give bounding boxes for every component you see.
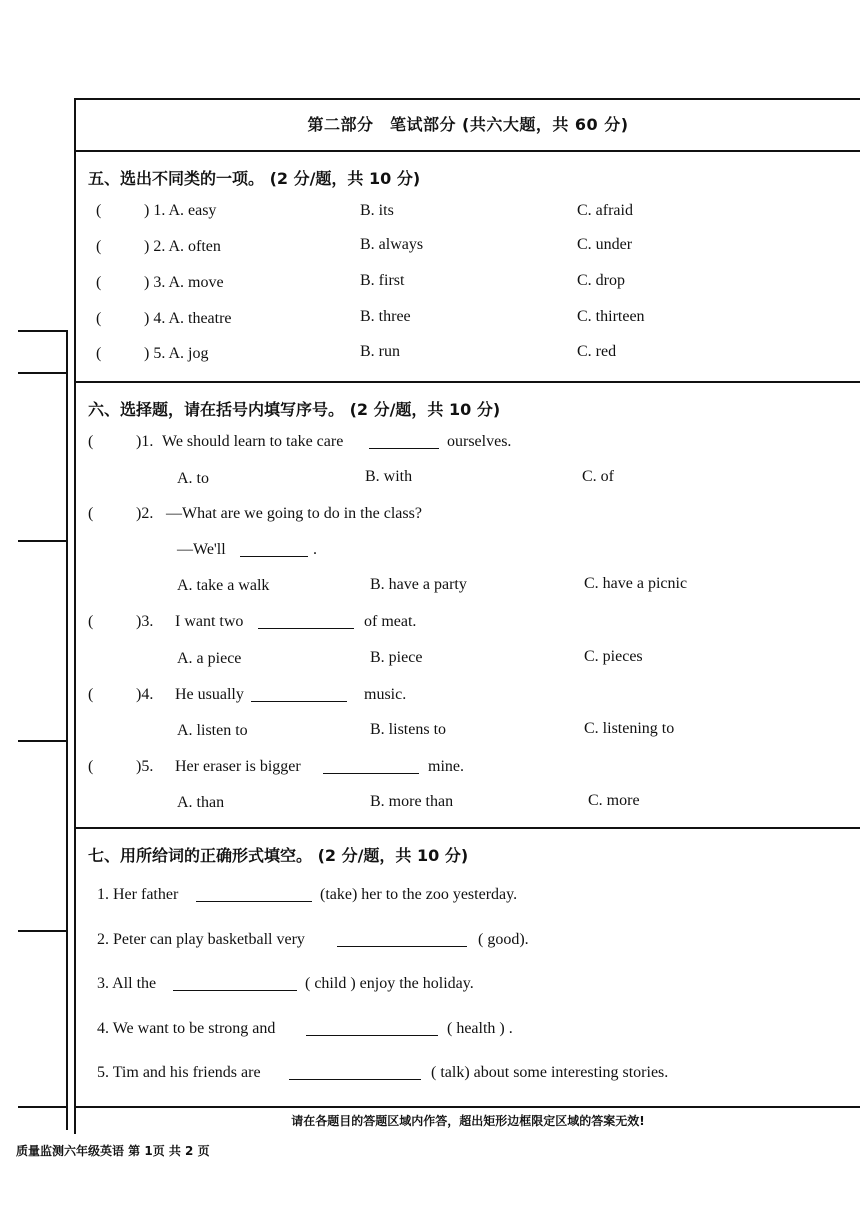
answer-paren: ( — [88, 686, 94, 703]
section-5-title: 五、选出不同类的一项。 (2 分/题，共 10 分) — [88, 169, 421, 188]
answer-blank[interactable] — [173, 976, 297, 991]
divider-line — [74, 150, 860, 152]
question-option-b: B. three — [360, 308, 411, 325]
question-stem: I want two — [175, 613, 244, 630]
option-a: A. to — [177, 470, 209, 487]
question-stem: Her eraser is bigger — [175, 758, 301, 775]
fill-question-hint: ( child ) enjoy the holiday. — [305, 975, 474, 992]
question-stem-end: mine. — [428, 758, 464, 775]
question-stem: He usually — [175, 686, 244, 703]
option-b: B. have a party — [370, 576, 467, 593]
fill-question-text: 5. Tim and his friends are — [97, 1064, 261, 1081]
question-option-a: ) 4. A. theatre — [144, 310, 232, 327]
question-stem-end: music. — [364, 686, 407, 703]
fill-question-hint: ( health ) . — [447, 1020, 513, 1037]
question-option-a: ) 1. A. easy — [144, 202, 217, 219]
question-option-b: B. always — [360, 236, 424, 253]
question-stem-end: . — [313, 541, 317, 558]
answer-blank[interactable] — [306, 1021, 438, 1036]
option-a: A. than — [177, 794, 225, 811]
question-number: )2. — [136, 505, 154, 522]
question-stem-end: of meat. — [364, 613, 417, 630]
option-c: C. pieces — [584, 648, 643, 665]
fill-question-hint: (take) her to the zoo yesterday. — [320, 886, 518, 903]
answer-paren: ( — [88, 505, 94, 522]
answer-blank[interactable] — [251, 687, 347, 702]
question-option-c: C. red — [577, 343, 617, 360]
question-option-a: ) 5. A. jog — [144, 345, 209, 362]
answer-paren: ( — [96, 238, 102, 255]
fill-question-text: 3. All the — [97, 975, 157, 992]
binding-line — [66, 330, 68, 1130]
question-stem: —We'll — [177, 541, 226, 558]
answer-blank[interactable] — [323, 759, 419, 774]
question-stem: We should learn to take care — [162, 433, 344, 450]
binding-mark — [18, 740, 68, 742]
part-title: 第二部分 笔试部分 (共六大题，共 60 分) — [307, 115, 629, 134]
fill-question-text: 1. Her father — [97, 886, 179, 903]
page-footer: 质量监测六年级英语 第 1页 共 2 页 — [16, 1144, 210, 1158]
question-option-c: C. afraid — [577, 202, 633, 219]
divider-line — [74, 381, 860, 383]
option-c: C. listening to — [584, 720, 675, 737]
question-option-c: C. under — [577, 236, 633, 253]
section-7-title: 七、用所给词的正确形式填空。 (2 分/题，共 10 分) — [88, 846, 469, 865]
answer-blank[interactable] — [369, 434, 439, 449]
binding-mark — [18, 540, 68, 542]
option-c: C. have a picnic — [584, 575, 688, 592]
binding-mark — [18, 1106, 68, 1108]
answer-area-notice: 请在各题目的答题区域内作答，超出矩形边框限定区域的答案无效! — [291, 1114, 645, 1128]
answer-blank[interactable] — [258, 614, 354, 629]
binding-mark — [18, 372, 68, 374]
option-a: A. a piece — [177, 650, 242, 667]
option-b: B. piece — [370, 649, 423, 666]
question-option-a: ) 2. A. often — [144, 238, 221, 255]
question-stem: —What are we going to do in the class? — [166, 505, 422, 522]
fill-question-text: 4. We want to be strong and — [97, 1020, 276, 1037]
question-option-b: B. its — [360, 202, 394, 219]
section-6-title: 六、选择题，请在括号内填写序号。 (2 分/题，共 10 分) — [88, 400, 501, 419]
question-option-b: B. run — [360, 343, 400, 360]
answer-paren: ( — [96, 274, 102, 291]
question-number: )5. — [136, 758, 154, 775]
answer-blank[interactable] — [196, 887, 312, 902]
question-number: )3. — [136, 613, 154, 630]
option-c: C. of — [582, 468, 614, 485]
divider-line — [74, 1106, 860, 1108]
option-b: B. more than — [370, 793, 454, 810]
answer-paren: ( — [96, 310, 102, 327]
answer-paren: ( — [96, 345, 102, 362]
fill-question-hint: ( talk) about some interesting stories. — [431, 1064, 669, 1081]
question-option-b: B. first — [360, 272, 405, 289]
answer-blank[interactable] — [337, 932, 467, 947]
option-a: A. take a walk — [177, 577, 270, 594]
binding-mark — [18, 930, 68, 932]
option-b: B. listens to — [370, 721, 447, 738]
binding-mark — [18, 330, 68, 332]
answer-paren: ( — [88, 758, 94, 775]
question-option-c: C. drop — [577, 272, 625, 289]
option-a: A. listen to — [177, 722, 248, 739]
answer-blank[interactable] — [289, 1065, 421, 1080]
divider-line — [74, 827, 860, 829]
question-number: )4. — [136, 686, 154, 703]
question-option-a: ) 3. A. move — [144, 274, 224, 291]
fill-question-hint: ( good). — [478, 931, 529, 948]
answer-paren: ( — [96, 202, 102, 219]
answer-paren: ( — [88, 433, 94, 450]
option-b: B. with — [365, 468, 413, 485]
answer-paren: ( — [88, 613, 94, 630]
question-number: )1. — [136, 433, 154, 450]
question-stem-end: ourselves. — [447, 433, 512, 450]
question-option-c: C. thirteen — [577, 308, 645, 325]
fill-question-text: 2. Peter can play basketball very — [97, 931, 305, 948]
option-c: C. more — [588, 792, 640, 809]
answer-blank[interactable] — [240, 542, 308, 557]
